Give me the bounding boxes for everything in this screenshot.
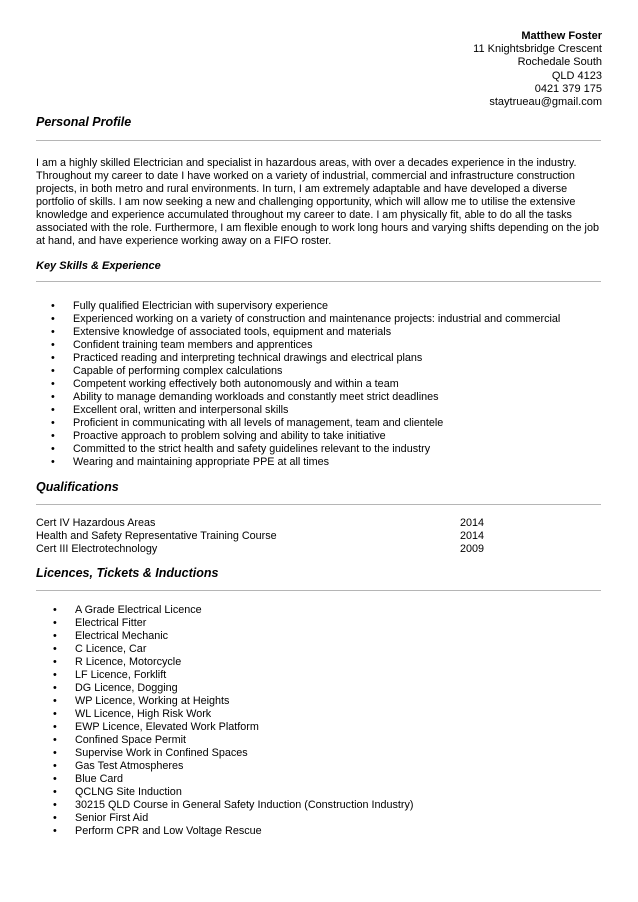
bullet-icon: • — [51, 313, 55, 325]
skills-divider — [36, 281, 601, 282]
bullet-icon: • — [51, 365, 55, 377]
contact-email: staytrueau@gmail.com — [489, 96, 602, 109]
skill-item-text: Ability to manage demanding workloads and constantly meet strict deadlines — [73, 391, 439, 403]
qualification-name: Cert III Electrotechnology — [36, 543, 158, 555]
licence-item-text: Blue Card — [75, 773, 124, 785]
skill-item-text: Proactive approach to problem solving and ability to take initiative — [73, 430, 386, 442]
contact-name: Matthew Foster — [521, 30, 602, 42]
bullet-icon: • — [51, 417, 55, 429]
bullet-icon: • — [51, 456, 55, 468]
skill-item-text: Capable of performing complex calculations — [73, 365, 283, 377]
licences-divider — [36, 590, 601, 591]
licence-item-text: 30215 QLD Course in General Safety Induction (Construction Industry) — [75, 799, 414, 811]
qualification-name: Health and Safety Representative Training Course — [36, 530, 277, 542]
bullet-icon: • — [51, 391, 55, 403]
bullet-icon: • — [51, 326, 55, 338]
licence-item-text: Confined Space Permit — [75, 734, 187, 746]
skill-item-text: Proficient in communicating with all levels of management, team and clientele — [73, 417, 444, 429]
licence-item-text: Gas Test Atmospheres — [75, 760, 184, 772]
licence-item-text: Electrical Fitter — [75, 617, 147, 629]
licences-heading: Licences, Tickets & Inductions — [36, 566, 219, 580]
qualification-year: 2014 — [460, 530, 485, 542]
bullet-icon: • — [53, 799, 57, 811]
qualification-year: 2009 — [460, 543, 485, 555]
licence-item-text: DG Licence, Dogging — [75, 682, 178, 694]
licence-item-text: C Licence, Car — [75, 643, 147, 655]
bullet-icon: • — [53, 747, 57, 759]
skill-item-text: Excellent oral, written and interpersonal skills — [73, 404, 289, 416]
profile-heading: Personal Profile — [36, 115, 132, 129]
skill-item-text: Experienced working on a variety of construction and maintenance projects: industrial and commercial — [73, 313, 561, 325]
bullet-icon: • — [53, 695, 57, 707]
qualification-year: 2014 — [460, 517, 485, 529]
qualification-name: Cert IV Hazardous Areas — [36, 517, 156, 529]
qualifications-list — [36, 517, 496, 556]
bullet-icon: • — [53, 643, 57, 655]
bullet-icon: • — [53, 630, 57, 642]
bullet-icon: • — [53, 734, 57, 746]
bullet-icon: • — [53, 682, 57, 694]
licence-item-text: R Licence, Motorcycle — [75, 656, 182, 668]
skill-item-text: Practiced reading and interpreting technical drawings and electrical plans — [73, 352, 423, 364]
bullet-icon: • — [53, 812, 57, 824]
bullet-icon: • — [53, 708, 57, 720]
contact-street: 11 Knightsbridge Crescent — [473, 43, 602, 56]
skill-item-text: Committed to the strict health and safety guidelines relevant to the industry — [73, 443, 431, 455]
skill-item-text: Confident training team members and apprentices — [73, 339, 313, 351]
qualification-row — [36, 530, 496, 543]
qualifications-divider — [36, 504, 601, 505]
qualifications-heading: Qualifications — [36, 480, 119, 494]
bullet-icon: • — [53, 721, 57, 733]
licence-item-text: WL Licence, High Risk Work — [75, 708, 212, 720]
licence-item-text: Senior First Aid — [75, 812, 149, 824]
bullet-icon: • — [53, 825, 57, 837]
licence-item-text: A Grade Electrical Licence — [75, 604, 202, 616]
bullet-icon: • — [51, 300, 55, 312]
bullet-icon: • — [51, 378, 55, 390]
bullet-icon: • — [53, 656, 57, 668]
bullet-icon: • — [51, 430, 55, 442]
bullet-icon: • — [51, 404, 55, 416]
bullet-icon: • — [53, 604, 57, 616]
bullet-icon: • — [53, 760, 57, 772]
qualification-row — [36, 543, 496, 556]
contact-phone: 0421 379 175 — [534, 82, 602, 95]
bullet-icon: • — [53, 773, 57, 785]
licence-item-text: QCLNG Site Induction — [75, 786, 182, 798]
bullet-icon: • — [53, 617, 57, 629]
skills-heading: Key Skills & Experience — [36, 260, 161, 272]
skill-item-text: Wearing and maintaining appropriate PPE at all times — [73, 456, 330, 468]
bullet-icon: • — [51, 443, 55, 455]
licence-item-text: WP Licence, Working at Heights — [75, 695, 230, 707]
profile-divider — [36, 140, 601, 141]
bullet-icon: • — [53, 669, 57, 681]
bullet-icon: • — [51, 352, 55, 364]
skill-item-text: Competent working effectively both autonomously and within a team — [73, 378, 399, 390]
licence-item-text: Perform CPR and Low Voltage Rescue — [75, 825, 262, 837]
contact-block — [473, 30, 602, 109]
bullet-icon: • — [53, 786, 57, 798]
licence-item-text: Electrical Mechanic — [75, 630, 169, 642]
profile-paragraph: I am a highly skilled Electrician and specialist in hazardous areas, with over a decades experience in the industry. Throughout my career to date I have worked on a variety of industrial, commercial and infrastructure construction projects, in both metro and rural environments. In turn, I am extremely adaptable and have developed a diverse portfolio of skills. I am now seeking a new and challenging opportunity, which will allow me to utilise the extensive knowledge and experience accumulated throughout my career to date. I am physically fit, able to do all the tasks associated with the role. Furthermore, I am flexible enough to work long hours and varying shifts depending on the job at hand, and have experience working away on a FIFO roster. — [36, 157, 599, 247]
licence-item-text: LF Licence, Forklift — [75, 669, 167, 681]
licence-item-text: Supervise Work in Confined Spaces — [75, 747, 248, 759]
contact-state-postcode: QLD 4123 — [551, 69, 602, 82]
skill-item-text: Fully qualified Electrician with supervisory experience — [73, 300, 329, 312]
skill-item-text: Extensive knowledge of associated tools, equipment and materials — [73, 326, 392, 338]
qualification-row — [36, 517, 496, 530]
licence-item-text: EWP Licence, Elevated Work Platform — [75, 721, 259, 733]
contact-suburb: Rochedale South — [517, 56, 602, 69]
bullet-icon: • — [51, 339, 55, 351]
